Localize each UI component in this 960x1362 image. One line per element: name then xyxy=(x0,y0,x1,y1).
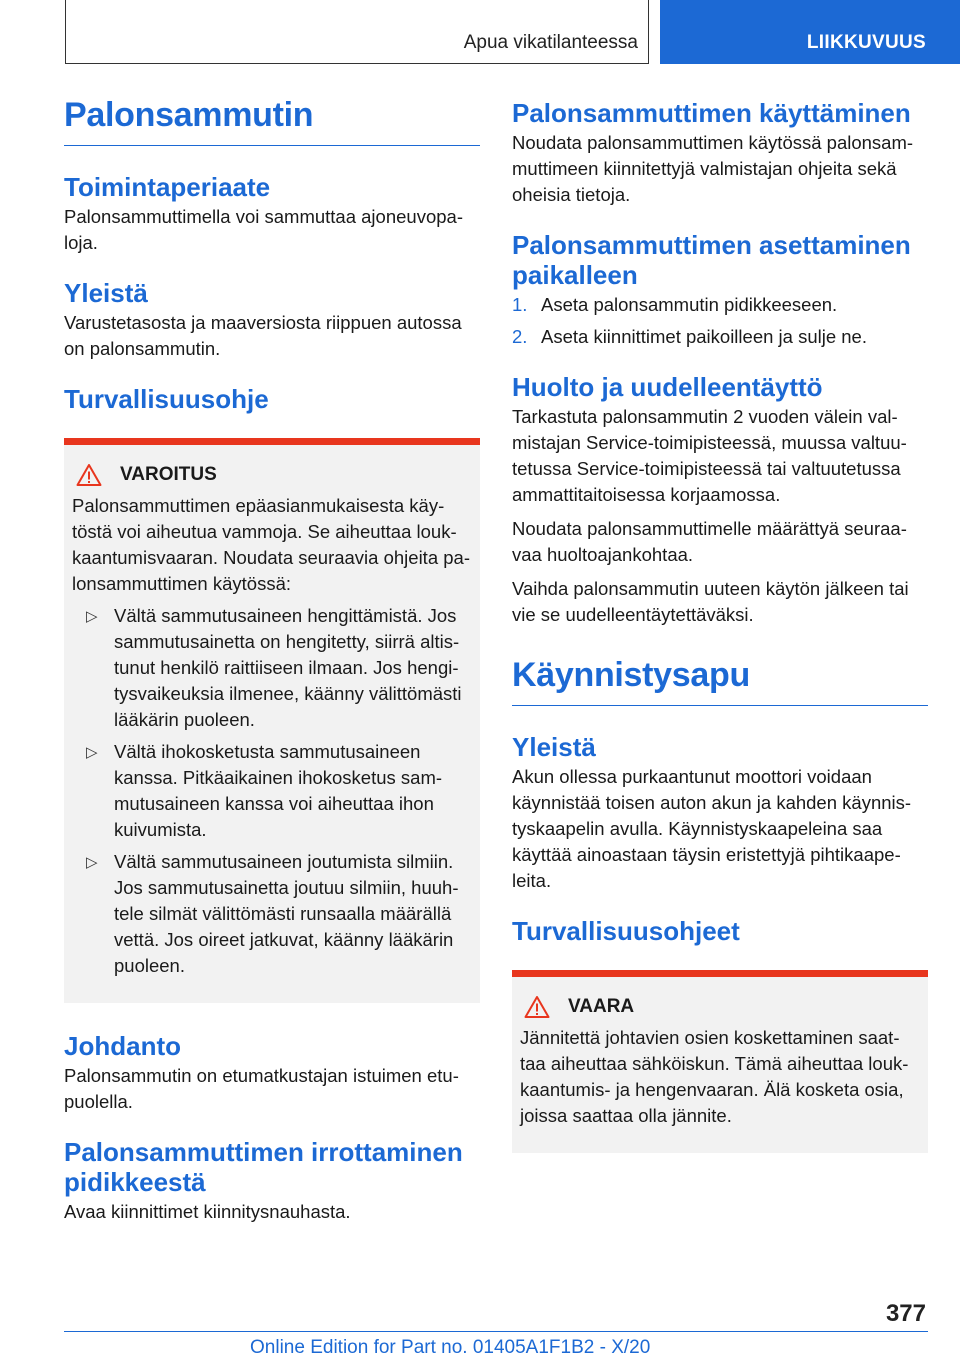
list-item: ▷ Vältä ihokosketusta sammutusaineen kanssa. Pitkäaikainen ihokosketus sammutusaineen kanssa voi aiheuttaa ihon kuivumista. xyxy=(86,741,443,840)
heading-johdanto: Johdanto xyxy=(64,1031,181,1061)
danger-text: Jännitettä johtavien osien koskettaminen saattaa aiheuttaa sähköiskun. Tämä aiheuttaa loukkaantumis- ja hengenvaaran. Älä kosketa osia, joissa saattaa olla jännite. xyxy=(520,1027,909,1126)
paragraph: Vaihda palonsammutin uuteen käytön jälkeen tai vie se uudelleentäytettäväksi. xyxy=(512,578,909,625)
paragraph: Avaa kiinnittimet kiinnitysnauhasta. xyxy=(64,1201,351,1222)
heading-yleista-2: Yleistä xyxy=(512,732,596,762)
warning-header xyxy=(76,463,470,487)
heading-yleista: Yleistä xyxy=(64,278,148,308)
warning-triangle-icon xyxy=(76,463,102,487)
list-item: ▷ Vältä sammutusaineen joutumista silmiin. Jos sammutusainetta joutuu silmiin, huuhtele silmät välittömästi runsaalla määrällä vettä. Jos oireet jatkuvat, käänny lääkärin puoleen. xyxy=(86,851,459,976)
paragraph: Tarkastuta palonsammutin 2 vuoden välein valmistajan Service-toimipisteessä, muussa valtuutetussa Service-toimipisteessä tai valtuutetussa ammattitaitoisessa korjaamossa. xyxy=(512,406,907,505)
paragraph: Varustetasosta ja maaversiosta riippuen autossa on palonsammutin. xyxy=(64,312,462,359)
heading-huolto: Huolto ja uudelleentäyttö xyxy=(512,372,823,402)
paragraph: Noudata palonsammuttimelle määrättyä seuraavaa huoltoajankohtaa. xyxy=(512,518,907,565)
heading-toimintaperiaate: Toimintaperiaate xyxy=(64,172,271,202)
paragraph: Akun ollessa purkaantunut moottori voidaan käynnistää toisen auton akun ja kahden käynnistyskaapelin avulla. Käynnistyskaapeleina saa käyttää ainoastaan täysin eristettyjä pihtikaapeleita. xyxy=(512,766,912,891)
heading-kayttaminen: Palonsammuttimen käyttäminen xyxy=(512,98,911,128)
paragraph: Noudata palonsammuttimen käytössä palonsammuttimeen kiinnitettyjä valmistajan ohjeita sekä oheisia tietoja. xyxy=(512,132,914,205)
bullet-triangle-icon: ▷ xyxy=(86,744,98,761)
section-title-kaynnistysapu: Käynnistysapu xyxy=(512,656,928,706)
list-item: 1. Aseta palonsammutin pidikkeeseen. xyxy=(512,292,928,318)
danger-header xyxy=(524,995,918,1019)
heading-turvallisuusohje: Turvallisuusohje xyxy=(64,384,269,414)
danger-title: VAARA xyxy=(568,996,635,1017)
page-title: Palonsammutin xyxy=(64,96,480,146)
header-section-title[interactable]: Apua vikatilanteessa xyxy=(463,32,638,53)
header-chapter-tab[interactable] xyxy=(660,0,960,64)
warning-title: VAROITUS xyxy=(120,464,217,485)
danger-box xyxy=(512,970,928,1153)
steps-list xyxy=(512,292,928,350)
step-number: 1. xyxy=(512,294,528,315)
footer-divider xyxy=(64,1331,928,1332)
page-number: 377 xyxy=(885,1300,926,1327)
paragraph: Palonsammutin on etumatkustajan istuimen etupuolella. xyxy=(64,1065,459,1112)
bullet-triangle-icon: ▷ xyxy=(86,854,98,871)
warning-list xyxy=(72,603,470,979)
step-number: 2. xyxy=(512,326,528,347)
warning-box xyxy=(64,438,480,1003)
paragraph: Palonsammuttimella voi sammuttaa ajoneuvopaloja. xyxy=(64,206,463,253)
heading-irrottaminen: Palonsammuttimen irrottaminen pidikkeestä xyxy=(64,1137,463,1197)
left-column xyxy=(64,96,480,1233)
warning-text: Palonsammuttimen epäasianmukaisesta käytöstä voi aiheutua vammoja. Se aiheuttaa loukkaantumisvaaran. Noudata seuraavia ohjeita palonsammuttimen käytössä: xyxy=(72,495,471,594)
heading-asettaminen: Palonsammuttimen asettaminen paikalleen xyxy=(512,230,911,290)
warning-triangle-icon xyxy=(524,995,550,1019)
bullet-triangle-icon: ▷ xyxy=(86,608,98,625)
right-column xyxy=(512,96,928,1181)
list-item: ▷ Vältä sammutusaineen hengittämistä. Jos sammutusainetta on hengitetty, siirrä altistunut henkilö raittiiseen ilmaan. Jos hengitysvaikeuksia ilmenee, käänny välittömästi lääkärin puoleen. xyxy=(86,605,462,730)
footer-edition-link[interactable]: Online Edition for Part no. 01405A1F1B2 - X/20 xyxy=(250,1337,651,1358)
heading-turvallisuusohjeet: Turvallisuusohjeet xyxy=(512,916,740,946)
list-item: 2. Aseta kiinnittimet paikoilleen ja sulje ne. xyxy=(512,324,928,350)
header-chapter-label: LIIKKUVUUS xyxy=(806,32,926,53)
